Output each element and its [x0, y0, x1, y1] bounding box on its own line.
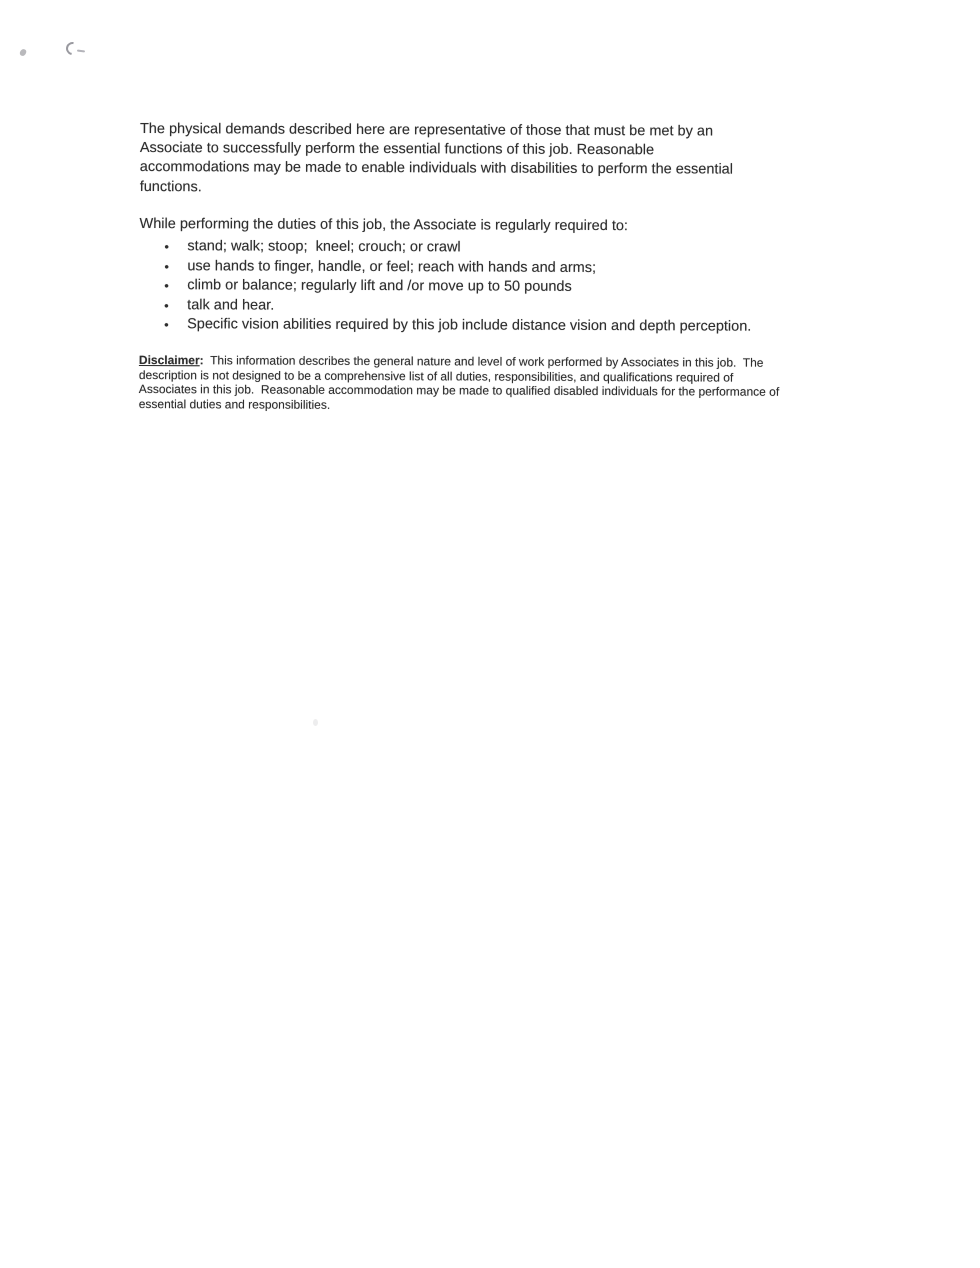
scan-speck-artifact [19, 48, 27, 57]
paragraph-line: While performing the duties of this job, the Associate is regularly required to: [139, 215, 628, 234]
document-body [139, 120, 830, 415]
duties-bullet-list [139, 237, 829, 338]
bullet-icon: • [164, 239, 170, 255]
disclaimer-line: essential duties and responsibilities. [138, 397, 331, 412]
scan-faint-dot [313, 719, 318, 726]
list-item [139, 315, 829, 338]
disclaimer-colon: : [199, 353, 204, 368]
disclaimer-label: Disclaimer [138, 352, 200, 368]
bullet-icon: • [164, 258, 169, 274]
duties-intro-line [140, 215, 830, 237]
list-item-text: talk and hear. [187, 297, 275, 314]
paragraph-line: accommodations may be made to enable individuals with disabilities to perform the essential [139, 159, 734, 178]
paragraph-line: Associate to successfully perform the essential functions of this job. Reasonable [139, 140, 655, 159]
paragraph-line: The physical demands described here are representative of those that must be met by an [139, 120, 714, 140]
list-item-text: Specific vision abilities required by this job include distance vision and depth perception. [187, 316, 752, 336]
bullet-icon: • [164, 297, 169, 313]
paragraph-line: functions. [139, 178, 202, 195]
scan-crescent-mark [63, 39, 81, 57]
physical-demands-paragraph [140, 120, 830, 200]
bullet-icon: • [164, 317, 169, 333]
list-item-text: climb or balance; regularly lift and /or move up to 50 pounds [187, 277, 572, 296]
list-item-text: stand; walk; stoop; kneel; crouch; or crawl [187, 238, 461, 256]
list-item-text: use hands to finger, handle, or feel; reach with hands and arms; [187, 257, 597, 276]
disclaimer-line: description is not designed to be a comprehensive list of all duties, responsibilities, and qualifications required of [138, 367, 734, 385]
disclaimer-line: Associates in this job. Reasonable accommodation may be made to qualified disabled individuals for the performance of [138, 382, 780, 400]
disclaimer-paragraph [139, 353, 829, 415]
bullet-icon: • [164, 278, 169, 294]
disclaimer-line-text: This information describes the general nature and level of work performed by Associates in this job. The [203, 353, 764, 370]
